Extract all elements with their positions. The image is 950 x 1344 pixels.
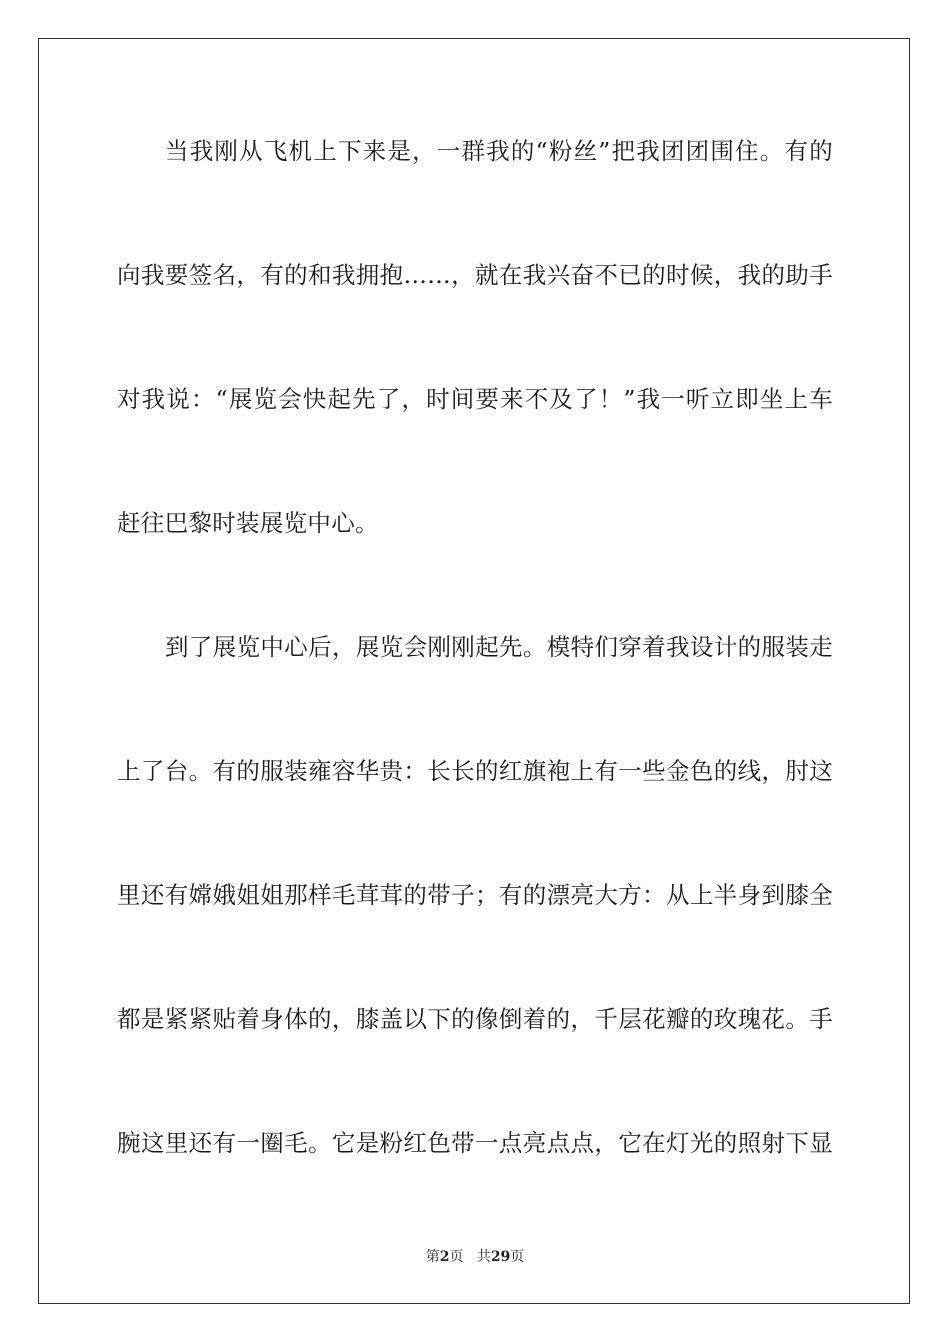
paragraph-2-line-5: 腕这里还有一圈毛。它是粉红色带一点亮点点，它在灯光的照射下显 (117, 1129, 833, 1157)
paragraph-1-line-1: 当我刚从飞机上下来是，一群我的“粉丝”把我团团围住。有的 (165, 137, 833, 165)
page-prefix: 第 (425, 1249, 440, 1265)
paragraph-1-line-4: 赶往巴黎时装展览中心。 (117, 509, 379, 537)
page-border (38, 38, 910, 1304)
page-footer (0, 1247, 950, 1267)
paragraph-2-line-2: 上了台。有的服装雍容华贵：长长的红旗袍上有一些金色的线，肘这 (117, 757, 833, 785)
paragraph-2-line-3: 里还有嫦娥姐姐那样毛茸茸的带子；有的漂亮大方：从上半身到膝全 (117, 881, 833, 909)
paragraph-1-line-3: 对我说：“展览会快起先了，时间要来不及了！”我一听立即坐上车 (117, 385, 833, 413)
total-pages: 29 (490, 1249, 511, 1265)
page-suffix: 页 (449, 1249, 464, 1265)
total-prefix: 共 (476, 1249, 491, 1265)
paragraph-1-line-2: 向我要签名，有的和我拥抱……，就在我兴奋不已的时候，我的助手 (117, 261, 833, 289)
total-suffix: 页 (510, 1249, 525, 1265)
paragraph-2-line-4: 都是紧紧贴着身体的，膝盖以下的像倒着的，千层花瓣的玫瑰花。手 (117, 1005, 833, 1033)
paragraph-2-line-1: 到了展览中心后，展览会刚刚起先。模特们穿着我设计的服装走 (165, 633, 833, 661)
page-number: 2 (439, 1249, 450, 1265)
